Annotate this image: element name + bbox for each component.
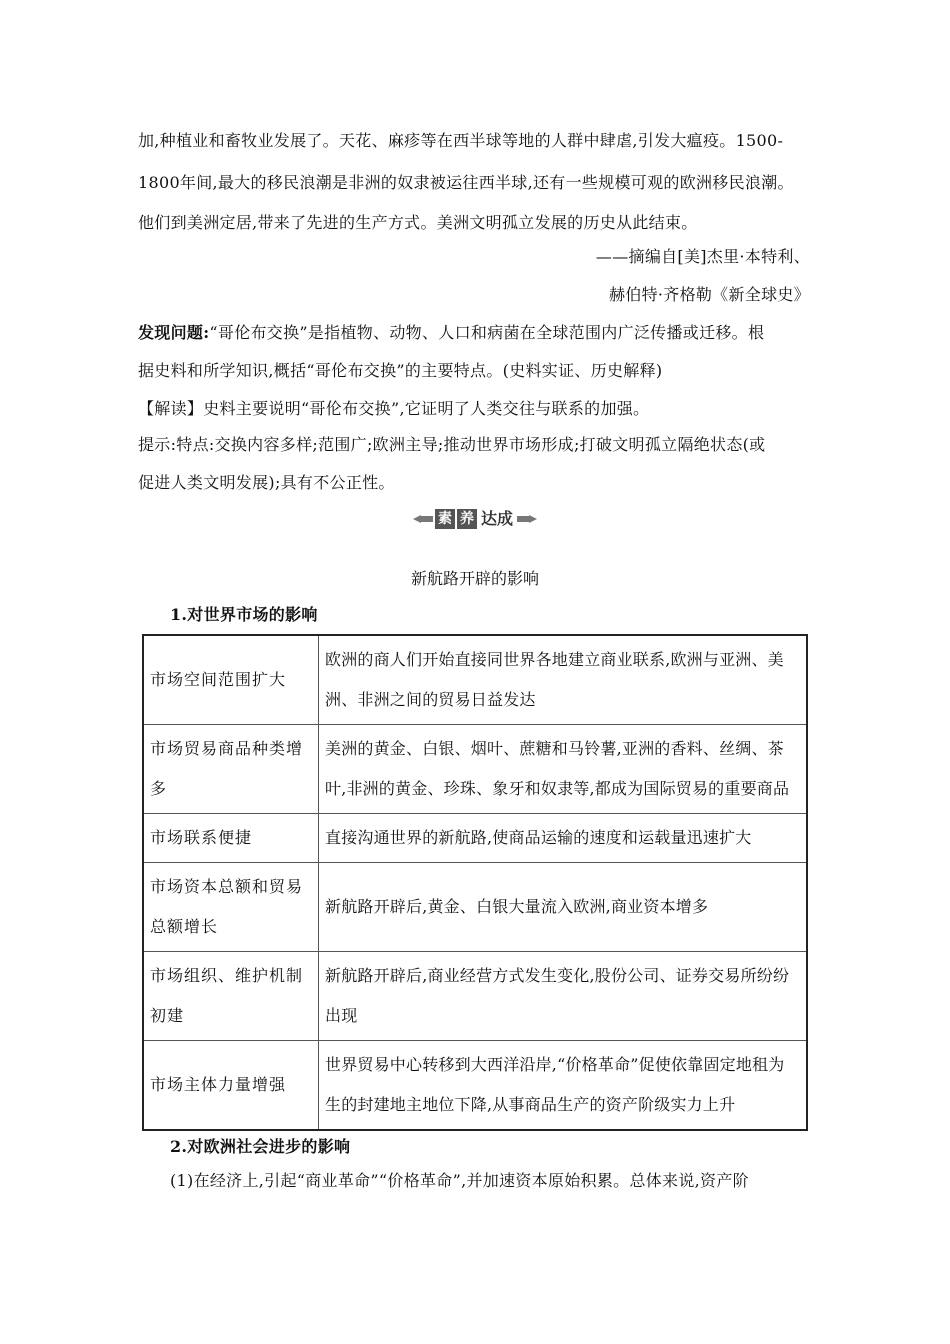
paragraph-economy: (1)在经济上,引起“商业革命”“价格革命”,并加速资本原始积累。总体来说,资产阶 [170,1171,749,1190]
table-row [143,725,807,814]
table-row [143,952,807,1041]
question-line-1 [138,320,764,343]
table-cell-description: 世界贸易中心转移到大西洋沿岸,“价格革命”促使依靠固定地租为生的封建地主地位下降,从事商品生产的资产阶级实力上升 [319,1041,808,1131]
question-line-2: 据史料和所学知识,概括“哥伦布交换”的主要特点。(史料实证、历史解释) [138,361,663,380]
source-line-1: ——摘编自[美]杰里·本特利、 [595,247,810,266]
heading-europe-progress: 2.对欧洲社会进步的影响 [170,1137,351,1156]
table-cell-aspect: 市场组织、维护机制初建 [143,952,319,1041]
table-cell-description: 直接沟通世界的新航路,使商品运输的速度和运载量迅速扩大 [319,814,808,863]
banner-rest: 达成 [481,509,514,528]
question-text: “哥伦布交换”是指植物、动物、人口和病菌在全球范围内广泛传播或迁移。根 [209,323,765,342]
passage-line-2: 1800年间,最大的移民浪潮是非洲的奴隶被运往西半球,还有一些规模可观的欧洲移民浪潮。 [138,173,794,192]
banner-char-1: 素 [435,509,455,529]
table-cell-aspect: 市场资本总额和贸易总额增长 [143,863,319,952]
question-label: 发现问题: [138,323,210,342]
table-row [143,1041,807,1131]
source-line-2: 赫伯特·齐格勒《新全球史》 [609,285,810,304]
section-title: 新航路开辟的影响 [410,569,539,588]
passage-line-1: 加,种植业和畜牧业发展了。天花、麻疹等在西半球等地的人群中肆虐,引发大瘟疫。1500- [138,131,784,150]
table-cell-aspect: 市场空间范围扩大 [143,635,319,725]
hint-line-2: 促进人类文明发展);具有不公正性。 [138,473,395,492]
table-cell-aspect: 市场贸易商品种类增多 [143,725,319,814]
table-cell-description: 欧洲的商人们开始直接同世界各地建立商业联系,欧洲与亚洲、美洲、非洲之间的贸易日益发达 [319,635,808,725]
banner-right-arrow-icon [529,515,537,523]
table-cell-description: 美洲的黄金、白银、烟叶、蔗糖和马铃薯,亚洲的香料、丝绸、茶叶,非洲的黄金、珍珠、象牙和奴隶等,都成为国际贸易的重要商品 [319,725,808,814]
world-market-table [142,634,808,1131]
heading-world-market: 1.对世界市场的影响 [170,605,318,624]
banner-char-2: 养 [457,509,477,529]
table-row [143,814,807,863]
table-cell-aspect: 市场联系便捷 [143,814,319,863]
table-row [143,635,807,725]
table-cell-aspect: 市场主体力量增强 [143,1041,319,1131]
banner-right-wing [517,516,529,522]
hint-line-1: 提示:特点:交换内容多样;范围广;欧洲主导;推动世界市场形成;打破文明孤立隔绝状态(或 [138,435,766,454]
table-cell-description: 新航路开辟后,黄金、白银大量流入欧洲,商业资本增多 [319,863,808,952]
analysis-text: 【解读】史料主要说明“哥伦布交换”,它证明了人类交往与联系的加强。 [138,399,650,418]
section-banner [413,508,537,532]
banner-left-wing [421,516,433,522]
passage-line-3: 他们到美洲定居,带来了先进的生产方式。美洲文明孤立发展的历史从此结束。 [138,213,698,232]
table-cell-description: 新航路开辟后,商业经营方式发生变化,股份公司、证券交易所纷纷出现 [319,952,808,1041]
banner-left-arrow-icon [413,515,421,523]
table-row [143,863,807,952]
